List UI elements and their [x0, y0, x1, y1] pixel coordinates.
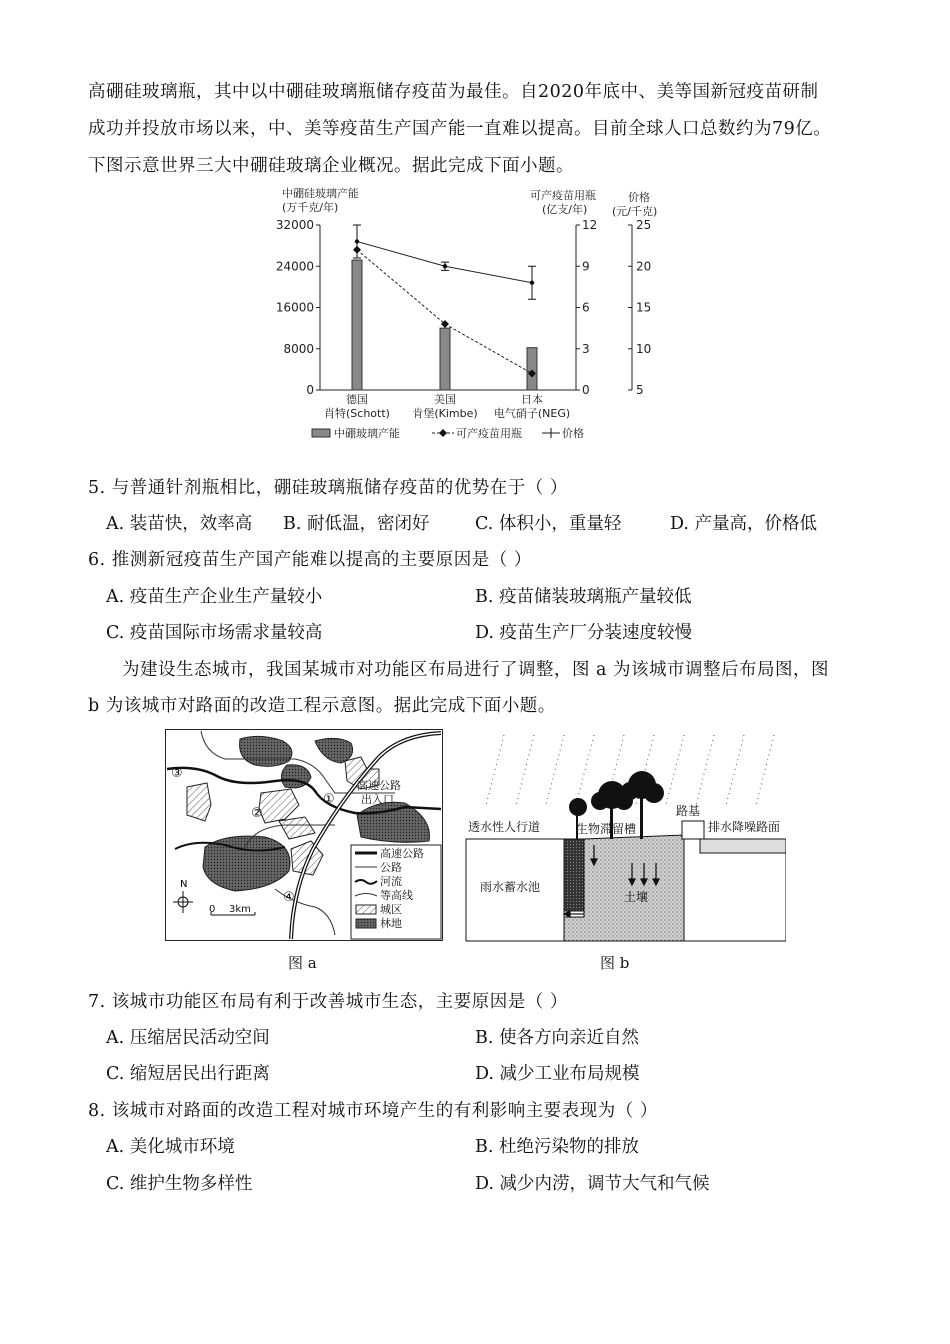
legend-road: 公路 [380, 861, 402, 874]
capacity-bar [352, 260, 362, 390]
mid-tick-label: 6 [582, 300, 590, 315]
legend-bar-swatch [312, 429, 330, 437]
q7-option-a[interactable]: A. 压缩居民活动空间 [106, 1028, 270, 1048]
mid-axis-label-1: 可产疫苗用瓶 [530, 189, 596, 202]
category-label: 日本 [521, 393, 543, 406]
q7-option-b[interactable]: B. 使各方向亲近自然 [475, 1028, 639, 1048]
q8-option-d[interactable]: D. 减少内涝，调节大气和气候 [475, 1174, 710, 1194]
left-tick-label: 8000 [283, 341, 314, 356]
q5-stem: 5. 与普通针剂瓶相比，硼硅玻璃瓶储存疫苗的优势在于（ ） [88, 478, 568, 498]
left-tick-label: 16000 [275, 300, 314, 315]
category-label: 德国 [346, 393, 368, 406]
q5-option-a[interactable]: A. 装苗快，效率高 [106, 514, 253, 534]
marker-3: ③ [171, 766, 183, 781]
q6-option-b[interactable]: B. 疫苗储装玻璃瓶产量较低 [475, 587, 692, 607]
price-point [443, 264, 447, 268]
marker-4: ④ [283, 890, 295, 905]
left-tick-label: 24000 [275, 259, 314, 274]
label-sidewalk: 透水性人行道 [468, 820, 541, 834]
label-roadbed: 路基 [676, 804, 701, 818]
label-road: 排水降噪路面 [708, 820, 781, 834]
glass-company-chart [260, 185, 700, 447]
intro-line-2: 成功并投放市场以来，中、美等疫苗生产国产能一直难以提高。目前全球人口总数约为79亿。 [88, 119, 832, 139]
svg-text:0: 0 [209, 904, 216, 915]
right-tick-label: 20 [636, 259, 652, 274]
q6-option-c[interactable]: C. 疫苗国际市场需求量较高 [106, 623, 323, 643]
q5-option-b[interactable]: B. 耐低温，密闭好 [283, 514, 430, 534]
label-bio-channel: 生物滞留槽 [576, 822, 637, 836]
legend-forest: 林地 [380, 917, 402, 930]
mid-axis-label-2: (亿支/年) [542, 203, 588, 216]
exit-label-1: 高速公路 [357, 779, 401, 792]
mid-tick-label: 12 [582, 218, 598, 232]
left-tick-label: 0 [306, 383, 314, 397]
intro2-line-2: b 为该城市对路面的改造工程示意图。据此完成下面小题。 [88, 696, 556, 716]
figure-b-caption: 图 b [600, 954, 630, 972]
q6-option-a[interactable]: A. 疫苗生产企业生产量较小 [106, 587, 323, 607]
legend-highway: 高速公路 [380, 847, 424, 860]
svg-text:3km: 3km [229, 904, 251, 915]
q8-option-c[interactable]: C. 维护生物多样性 [106, 1174, 253, 1194]
figure-a-caption: 图 a [288, 954, 317, 972]
right-tick-label: 15 [636, 300, 652, 315]
left-axis-label-2: (万千克/年) [282, 201, 339, 214]
intro2-line-1: 为建设生态城市，我国某城市对功能区布局进行了调整，图 a 为该城市调整后布局图，图 [122, 660, 830, 680]
q8-option-b[interactable]: B. 杜绝污染物的排放 [475, 1137, 639, 1157]
left-tick-label: 32000 [275, 218, 314, 232]
q5-option-d[interactable]: D. 产量高，价格低 [670, 514, 818, 534]
mid-tick-label: 0 [582, 383, 590, 397]
figure-b-road-diagram [464, 735, 786, 945]
left-axis-label-1: 中硼硅玻璃产能 [282, 187, 359, 200]
right-axis-label-2: (元/千克) [612, 205, 658, 218]
legend-urban: 城区 [380, 903, 402, 916]
q7-stem: 7. 该城市功能区布局有利于改善城市生态，主要原因是（ ） [88, 992, 568, 1012]
price-point [355, 239, 359, 243]
q8-stem: 8. 该城市对路面的改造工程对城市环境产生的有利影响主要表现为（ ） [88, 1101, 658, 1121]
mid-tick-label: 9 [582, 259, 590, 274]
category-sublabel: 肖特(Schott) [324, 407, 390, 420]
q7-option-d[interactable]: D. 减少工业布局规模 [475, 1064, 640, 1084]
legend-price: 价格 [562, 427, 584, 440]
figure-a-city-map [165, 729, 443, 941]
price-point [530, 281, 534, 285]
exit-label-2: 出入口 [361, 793, 394, 806]
q8-option-a[interactable]: A. 美化城市环境 [106, 1137, 235, 1157]
right-tick-label: 5 [636, 383, 644, 397]
urban-3 [187, 783, 211, 821]
q6-stem: 6. 推测新冠疫苗生产国产能难以提高的主要原因是（ ） [88, 550, 532, 570]
right-tick-label: 25 [636, 218, 652, 232]
legend-river: 河流 [380, 875, 402, 888]
intro-line-3: 下图示意世界三大中硼硅玻璃企业概况。据此完成下面小题。 [88, 156, 574, 176]
marker-1: ① [323, 792, 335, 807]
capacity-bar [440, 328, 450, 390]
category-sublabel: 肯堡(Kimbe) [412, 407, 478, 420]
category-sublabel: 电气硝子(NEG) [493, 407, 571, 420]
legend-vials: 可产疫苗用瓶 [456, 427, 522, 440]
q6-option-d[interactable]: D. 疫苗生产厂分装速度较慢 [475, 623, 693, 643]
label-pool: 雨水蓄水池 [480, 880, 541, 894]
capacity-bar [527, 348, 537, 390]
svg-text:N: N [180, 879, 188, 890]
right-tick-label: 10 [636, 341, 652, 356]
intro-line-1: 高硼硅玻璃瓶，其中以中硼硅玻璃瓶储存疫苗为最佳。自2020年底中、美等国新冠疫苗研制 [88, 82, 819, 102]
q7-option-c[interactable]: C. 缩短居民出行距离 [106, 1064, 270, 1084]
label-soil: 土壤 [624, 890, 649, 904]
category-label: 美国 [434, 393, 456, 406]
legend-contour: 等高线 [380, 889, 413, 902]
mid-tick-label: 3 [582, 341, 590, 356]
legend-capacity: 中硼玻璃产能 [334, 427, 400, 440]
right-axis-label-1: 价格 [628, 191, 650, 204]
q5-option-c[interactable]: C. 体积小，重量轻 [475, 514, 622, 534]
marker-2: ② [251, 806, 263, 821]
